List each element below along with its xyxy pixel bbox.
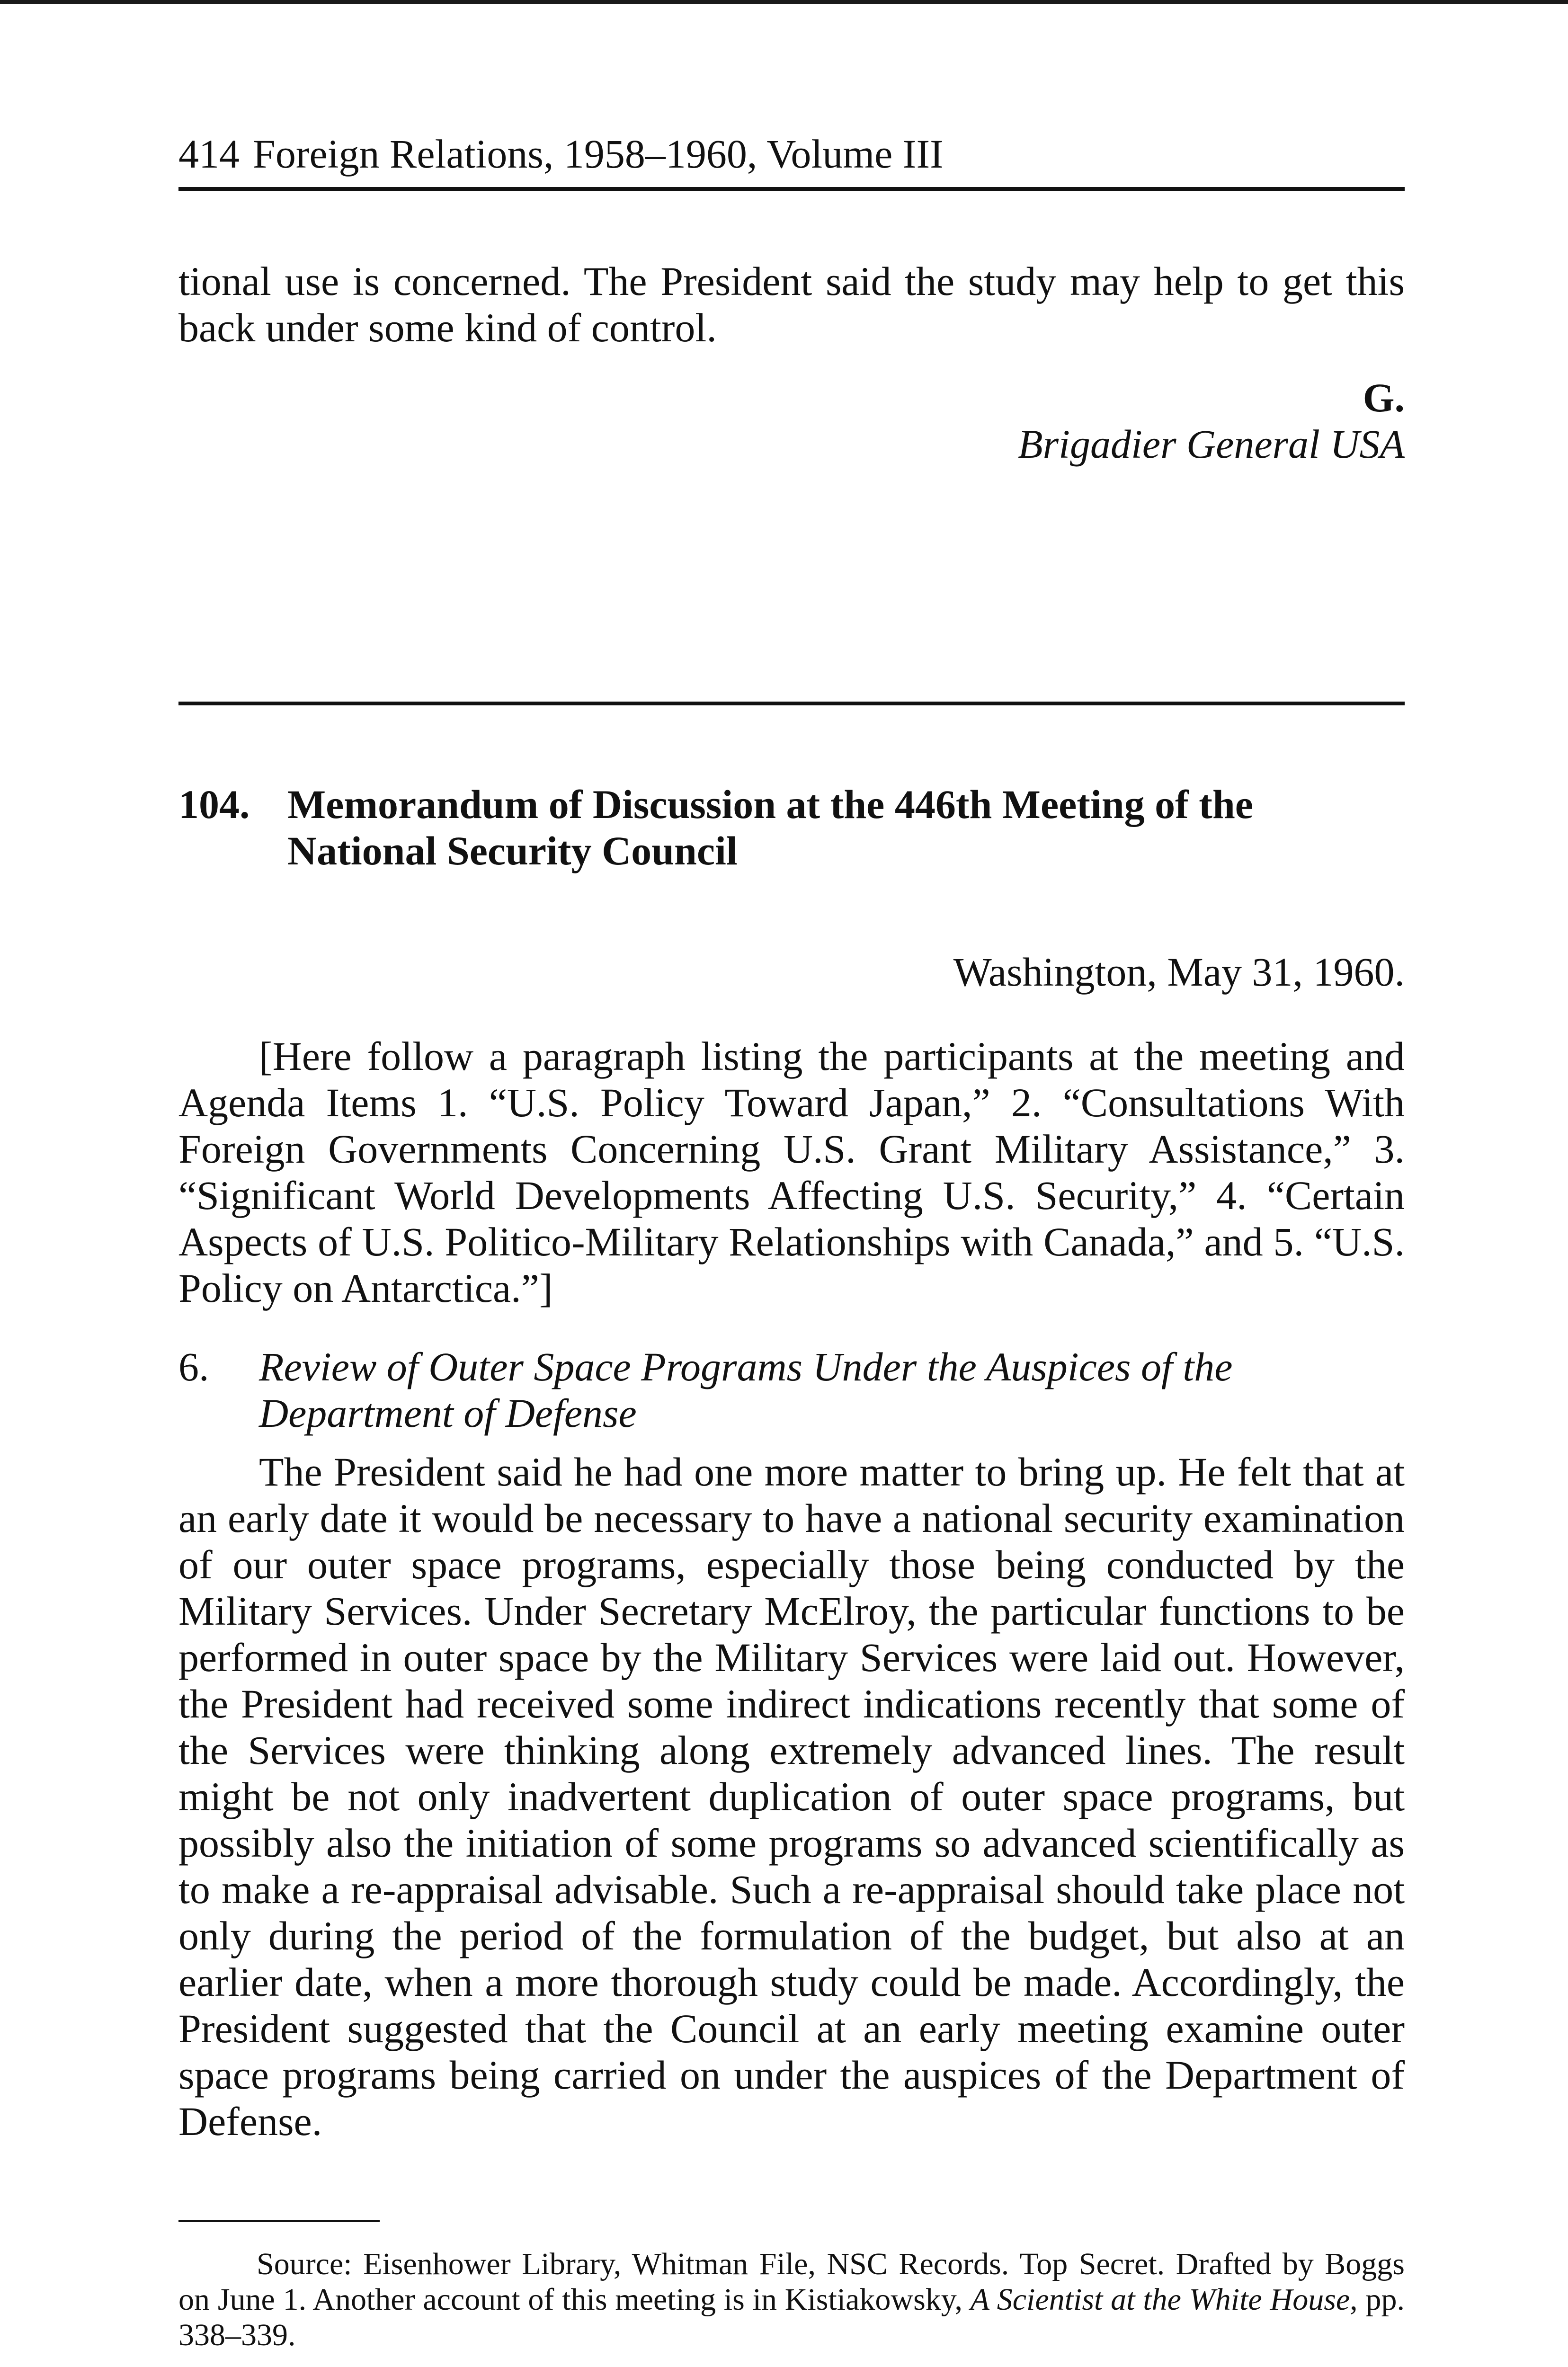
- document-separator-rule: [178, 702, 1405, 705]
- signature-initial: G.: [1363, 375, 1405, 420]
- place-date-line: Washington, May 31, 1960.: [953, 949, 1405, 995]
- previous-document-closing-text: tional use is concerned. The President said the study may help to get this back under some kind of control.: [178, 258, 1405, 350]
- source-footnote: [178, 2246, 1405, 2353]
- page-number: 414: [178, 131, 240, 177]
- signature-title: Brigadier General USA: [1018, 421, 1405, 467]
- agenda-item-title: Review of Outer Space Programs Under the Auspices of the Department of Defense: [259, 1344, 1233, 1436]
- document-heading: [178, 781, 1362, 874]
- running-head: [178, 130, 944, 178]
- document-number: 104.: [178, 782, 250, 827]
- footnote-book-title: A Scientist at the White House: [970, 2282, 1350, 2317]
- editorial-note: [Here follow a paragraph listing the participants at the meeting and Agenda Items 1. “U.S. Policy Toward Japan,” 2. “Consultations With Foreign Governments Concerning U.S. Grant Military Assistance,” 3. “Significant World Developments Affecting U.S. Security,” 4. “Certain Aspects of U.S. Politico-Military Relationships with Canada,” and 5. “U.S. Policy on Antarctica.”]: [178, 1033, 1405, 1311]
- document-title: Memorandum of Discussion at the 446th Meeting of the National Security Council: [287, 782, 1253, 873]
- agenda-item-number: 6.: [178, 1344, 209, 1389]
- footnote-pages: , pp. 338–339.: [178, 2282, 1405, 2352]
- page-top-edge: [0, 0, 1568, 4]
- discussion-paragraph: The President said he had one more matter to bring up. He felt that at an early date it would be necessary to have a national security examination of our outer space programs, especially those being conducted by the Military Services. Under Secretary McElroy, the particular functions to be performed in outer space by the Military Services were laid out. However, the President had received some indirect indications recently that some of the Services were thinking along extremely advanced lines. The result might be not only inadvertent duplication of outer space programs, but possibly also the initiation of some programs so advanced scientifically as to make a re-appraisal advisable. Such a re-appraisal should take place not only during the period of the formulation of the budget, but also at an earlier date, when a more thorough study could be made. Accordingly, the President suggested that the Council at an early meeting examine outer space programs being carried on under the auspices of the Department of Defense.: [178, 1449, 1405, 2144]
- agenda-item-heading: [178, 1344, 1405, 1436]
- header-rule: [178, 187, 1405, 191]
- footnote-rule: [178, 2220, 380, 2222]
- footnote-text: Source: Eisenhower Library, Whitman File, NSC Records. Top Secret. Drafted by Boggs on June 1. Another account of this meeting is in Kistiakowsky,: [178, 2247, 1405, 2317]
- publication-title: Foreign Relations, 1958–1960, Volume III: [253, 131, 944, 177]
